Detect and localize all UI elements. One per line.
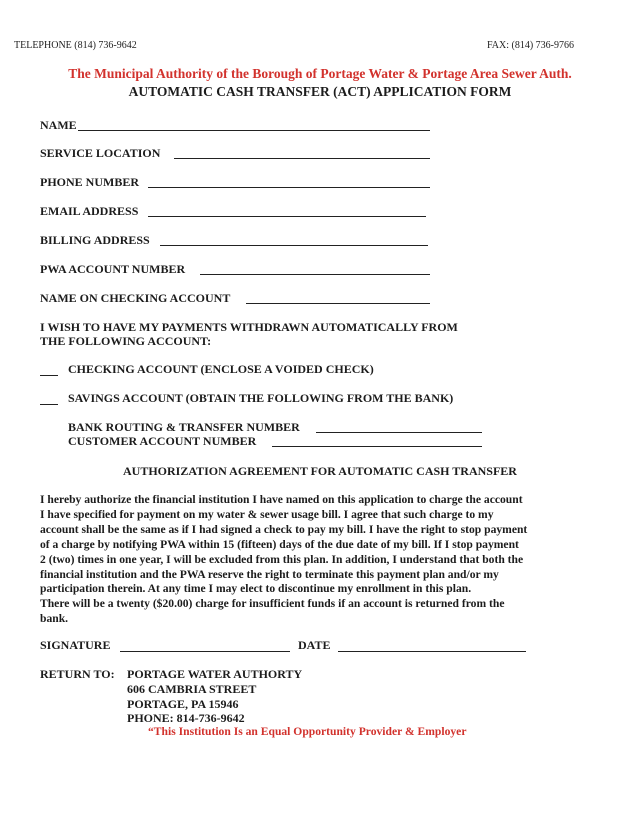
phone-number-label: PHONE NUMBER bbox=[40, 175, 139, 189]
withdraw-instruction-line2: THE FOLLOWING ACCOUNT: bbox=[40, 334, 212, 348]
agreement-line: I have specified for payment on my water & sewer usage bill. I agree that such charge to my bbox=[40, 507, 494, 521]
checking-account-name-field[interactable] bbox=[246, 303, 430, 304]
billing-address-label: BILLING ADDRESS bbox=[40, 233, 150, 247]
agreement-line: account shall be the same as if I had signed a check to pay my bill. I have the right to stop payment bbox=[40, 522, 528, 536]
email-address-label: EMAIL ADDRESS bbox=[40, 204, 139, 218]
pwa-account-label: PWA ACCOUNT NUMBER bbox=[40, 262, 186, 276]
checking-option-blank[interactable] bbox=[40, 375, 58, 376]
name-field[interactable] bbox=[78, 130, 430, 131]
organization-name: The Municipal Authority of the Borough of Portage Water & Portage Area Sewer Auth. bbox=[68, 66, 572, 81]
date-label: DATE bbox=[298, 638, 331, 652]
signature-label: SIGNATURE bbox=[40, 638, 111, 652]
agreement-line: There will be a twenty ($20.00) charge for insufficient funds if an account is returned from the bbox=[40, 597, 505, 611]
equal-opportunity-statement: “This Institution Is an Equal Opportunity Provider & Employer bbox=[148, 725, 467, 738]
return-address-name: PORTAGE WATER AUTHORTY bbox=[127, 667, 303, 681]
customer-account-label: CUSTOMER ACCOUNT NUMBER bbox=[68, 434, 257, 448]
date-field[interactable] bbox=[338, 651, 526, 652]
email-address-field[interactable] bbox=[148, 216, 426, 217]
name-label: NAME bbox=[40, 118, 77, 132]
withdraw-instruction-line1: I WISH TO HAVE MY PAYMENTS WITHDRAWN AUTOMATICALLY FROM bbox=[40, 320, 458, 334]
customer-account-field[interactable] bbox=[272, 446, 482, 447]
service-location-field[interactable] bbox=[174, 158, 430, 159]
return-address-phone: PHONE: 814-736-9642 bbox=[127, 711, 245, 725]
pwa-account-field[interactable] bbox=[200, 274, 430, 275]
telephone-text: TELEPHONE (814) 736-9642 bbox=[14, 40, 137, 51]
agreement-line: I hereby authorize the financial institution I have named on this application to charge the account bbox=[40, 493, 523, 506]
return-to-label: RETURN TO: bbox=[40, 667, 115, 681]
agreement-line: 2 (two) times in one year, I will be excluded from this plan. In addition, I understand that both the bbox=[40, 552, 524, 566]
agreement-line: participation therein. At any time I may elect to discontinue my enrollment in this plan. bbox=[40, 582, 472, 596]
signature-field[interactable] bbox=[120, 651, 290, 652]
checking-account-name-label: NAME ON CHECKING ACCOUNT bbox=[40, 291, 231, 305]
checking-option-label: CHECKING ACCOUNT (ENCLOSE A VOIDED CHECK) bbox=[68, 362, 374, 376]
phone-number-field[interactable] bbox=[148, 187, 430, 188]
billing-address-field[interactable] bbox=[160, 245, 428, 246]
return-address-city: PORTAGE, PA 15946 bbox=[127, 697, 239, 711]
savings-option-blank[interactable] bbox=[40, 404, 58, 405]
agreement-line: financial institution and the PWA reserve the right to terminate this payment plan and/or my bbox=[40, 567, 499, 581]
savings-option-label: SAVINGS ACCOUNT (OBTAIN THE FOLLOWING FROM THE BANK) bbox=[68, 391, 454, 405]
agreement-text bbox=[40, 493, 600, 627]
agreement-line: of a charge by notifying PWA within 15 (fifteen) days of the due date of my bill. If I stop payment bbox=[40, 537, 519, 551]
agreement-line: bank. bbox=[40, 612, 69, 626]
form-title: AUTOMATIC CASH TRANSFER (ACT) APPLICATION FORM bbox=[128, 84, 512, 99]
service-location-label: SERVICE LOCATION bbox=[40, 146, 161, 160]
fax-text: FAX: (814) 736-9766 bbox=[486, 40, 574, 51]
return-address-street: 606 CAMBRIA STREET bbox=[127, 682, 257, 696]
routing-number-field[interactable] bbox=[316, 432, 482, 433]
agreement-heading: AUTHORIZATION AGREEMENT FOR AUTOMATIC CASH TRANSFER bbox=[123, 464, 517, 478]
routing-number-label: BANK ROUTING & TRANSFER NUMBER bbox=[68, 420, 300, 434]
